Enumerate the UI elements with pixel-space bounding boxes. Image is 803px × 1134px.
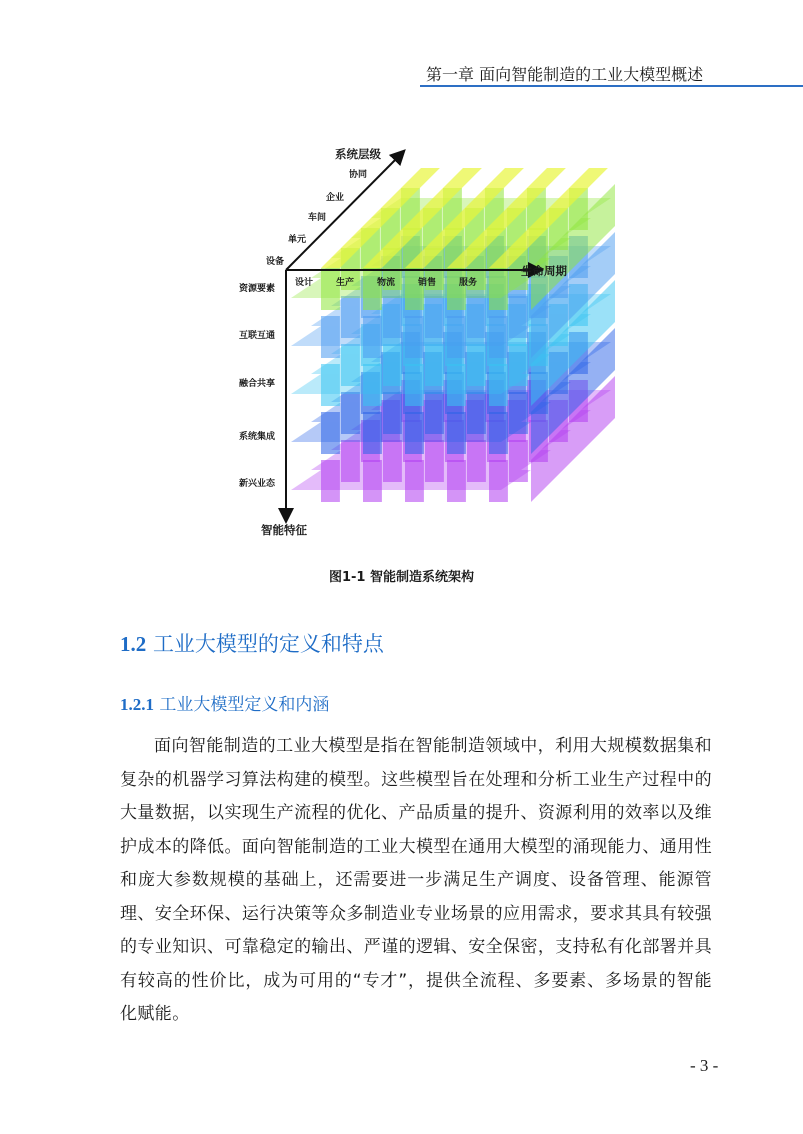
slab-shelf (291, 278, 531, 298)
architecture-figure (225, 140, 615, 550)
caption-text: 智能制造系统架构 (370, 570, 475, 585)
subsection-heading (120, 690, 329, 715)
lifecycle-label: 销售 (418, 278, 437, 288)
caption-number: 图1-1 (328, 570, 366, 585)
level-label: 设备 (266, 257, 285, 267)
slab-shelf (371, 198, 611, 218)
slab-shelf (291, 422, 531, 442)
slab-top (527, 168, 566, 188)
cube-slabs (291, 168, 615, 502)
slab-shelf (311, 402, 551, 422)
feature-label: 融合共享 (239, 379, 276, 389)
slab-shelf (311, 450, 551, 470)
slab-top (443, 168, 482, 188)
feature-label: 资源要素 (239, 284, 276, 294)
feature-label: 系统集成 (239, 432, 276, 442)
header-rule (420, 85, 803, 87)
lifecycle-label: 物流 (377, 278, 396, 288)
subsection-number: 1.2.1 (120, 695, 154, 714)
level-label: 协同 (349, 170, 368, 180)
section-title: 工业大模型的定义和特点 (152, 632, 384, 656)
lifecycle-label: 服务 (459, 278, 478, 288)
slab-shelf (311, 258, 551, 278)
section-number: 1.2 (120, 632, 147, 656)
slab-shelf (291, 470, 531, 490)
chapter-title: 第一章 面向智能制造的工业大模型概述 (426, 65, 704, 84)
slab-top (569, 168, 608, 188)
slab-shelf (311, 354, 551, 374)
lifecycle-label: 生产 (336, 278, 355, 288)
slab-shelf (291, 326, 531, 346)
feature-label: 互联互通 (239, 331, 276, 341)
feature-label: 新兴业态 (239, 479, 276, 489)
page-number: - 3 - (690, 1056, 719, 1075)
subsection-title: 工业大模型定义和内涵 (159, 695, 330, 715)
level-label: 企业 (326, 193, 345, 203)
figure-caption (0, 566, 803, 585)
axis-label-system-level: 系统层级 (335, 147, 381, 161)
running-header (420, 60, 803, 90)
level-label: 车间 (308, 213, 327, 223)
architecture-diagram (225, 140, 615, 550)
slab-shelf (331, 238, 571, 258)
level-label: 单元 (288, 235, 307, 245)
body-paragraph: 面向智能制造的工业大模型是指在智能制造领域中，利用大规模数据集和复杂的机器学习算法构建的模型。这些模型旨在处理和分析工业生产过程中的大量数据，以实现生产流程的优化、产品质量的提升、资源利用的效率以及维护成本的降低。面向智能制造的工业大模型在通用大模型的涌现能力、通用性和庞大参数规模的基础上，还需要进一步满足生产调度、设备管理、能源管理、安全环保、运行决策等众多制造业专业场景的应用需求，要求其具有较强的专业知识、可靠稳定的输出、严谨的逻辑、安全保密，支持私有化部署并具有较高的性价比，成为可用的“专才”，提供全流程、多要素、多场景的智能化赋能。 (120, 736, 712, 1024)
lifecycle-label: 设计 (295, 278, 314, 288)
axis-label-lifecycle: 生命周期 (521, 264, 567, 278)
slab-shelf (311, 306, 551, 326)
slab-shelf (291, 374, 531, 394)
slab-shelf (351, 218, 591, 238)
section-heading (120, 628, 384, 658)
axis-label-intelligence: 智能特征 (261, 523, 307, 537)
slab-top (485, 168, 524, 188)
slab-top (401, 168, 440, 188)
